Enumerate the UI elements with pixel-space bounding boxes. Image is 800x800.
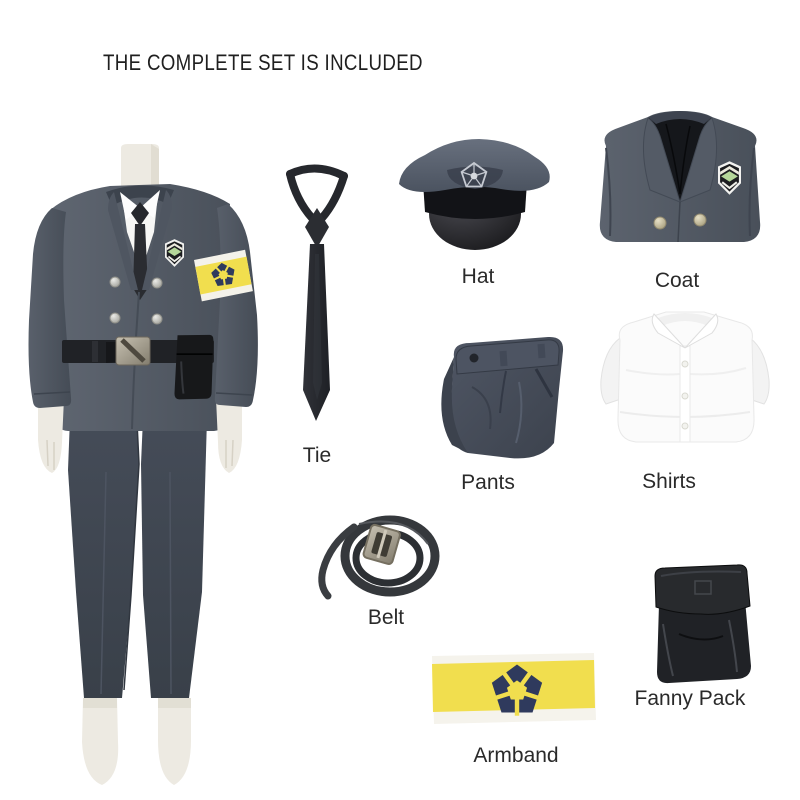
coat-button (694, 214, 706, 226)
hat-image (395, 128, 555, 256)
page-title: THE COMPLETE SET IS INCLUDED (103, 50, 423, 75)
pants-button (470, 354, 479, 363)
coat-image (586, 104, 774, 256)
shirts-label: Shirts (642, 470, 696, 493)
mannequin-fanny-pack (174, 333, 214, 401)
shirts-image (596, 300, 774, 456)
armband-label: Armband (473, 744, 559, 767)
mannequin-pants (68, 418, 207, 698)
tie-label: Tie (302, 444, 332, 467)
belt-buckle (363, 524, 401, 565)
mannequin-feet (82, 698, 191, 785)
belt-image (314, 512, 448, 602)
mannequin-full-set (10, 140, 270, 800)
armband-image (428, 650, 600, 732)
mannequin-illustration (10, 140, 270, 800)
coat-button (654, 217, 666, 229)
fanny-pack-label: Fanny Pack (634, 687, 746, 710)
coat-label: Coat (654, 269, 700, 292)
pants-label: Pants (461, 471, 515, 494)
fanny-pack-image (643, 564, 763, 688)
pants-image (424, 327, 579, 469)
belt-label: Belt (367, 606, 405, 629)
hat-label: Hat (461, 265, 495, 288)
tie-image (268, 158, 363, 434)
